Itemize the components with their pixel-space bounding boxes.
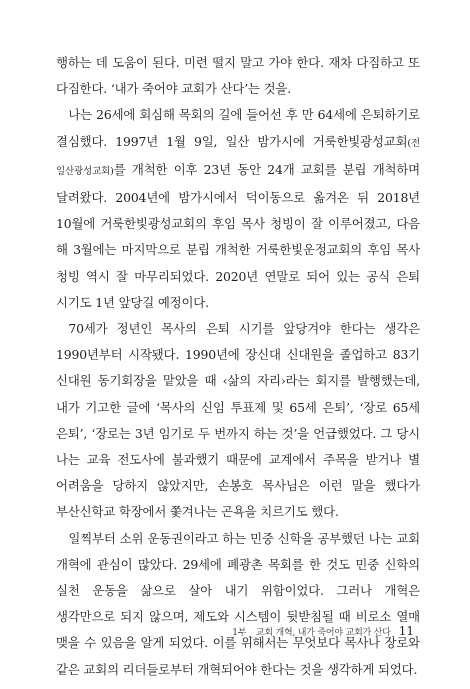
paragraph-text: 행하는 데 도움이 된다. 미련 떨지 말고 가야 한다. 재차 다짐하고 또 다짐한다. ‘내가 죽어야 교회가 산다’는 것을. <box>56 55 420 97</box>
paragraph-text: 70세가 정년인 목사의 은퇴 시기를 앞당겨야 한다는 생각은 1990년부터 시작됐다. 1990년에 장신대 신대원을 졸업하고 83기 신대원 동기회장을 맡았을 때 ‹삶의 자리›라는 회지를 발행했는데, 내가 기고한 글에 ‘목사의 신임 투표제 및 65세 은퇴’, ‘장로 65세 은퇴’, ‘장로는 3년 임기로 두 번까지 하는 것’을 언급했었다. 그 당시 나는 교육 전도사에 불과했기 때문에 교계에서 주목을 받거나 별 어려움을 당하지 않았지만, 손봉호 목사님은 이런 말을 했다가 부산신학교 학장에서 쫓겨나는 곤욕을 치르기도 했다. <box>56 321 420 520</box>
paragraph-text: 일찍부터 소위 운동권이라고 하는 민중 신학을 공부했던 나는 교회 개혁에 관심이 많았다. 29세에 폐광촌 목회를 한 것도 민중 신학의 실천 운동을 삶으로 살아 내기 위함이었다. 그러나 개혁은 생각만으로 되지 않으며, 제도와 시스템이 뒷받침될 때 비로소 열매 맺을 수 있음을 알게 되었다. 이를 위해서는 무엇보다 목사나 장로와 같은 교회의 리더들로부터 개혁되어야 한다는 것을 생각하게 되었다. <box>56 530 420 677</box>
paragraph-aside: (전 일산광성교회) <box>56 137 420 177</box>
paragraph <box>56 102 420 316</box>
running-head: 1부 _ 교회 개혁, 내가 죽어야 교회가 산다 <box>232 628 391 638</box>
paragraph <box>56 50 420 102</box>
page-number: 11 <box>398 624 414 638</box>
paragraph <box>56 526 420 683</box>
page-footer <box>232 624 414 638</box>
body-text <box>56 50 420 683</box>
paragraph-text: 를 개척한 이후 23년 동안 24개 교회를 분립 개척하며 달려왔다. 2004년에 밤가시에서 덕이동으로 옮겨온 뒤 2018년 10월에 거룩한빛광성교회의 후임 목사 청빙이 잘 이루어졌고, 다음 해 3월에는 마지막으로 분립 개척한 거룩한빛운정교회의 후임 목사 청빙 역시 잘 마무리되었다. 2020년 연말로 되어 있는 공식 은퇴 시기도 1년 앞당길 예정이다. <box>56 161 420 310</box>
paragraph <box>56 316 420 526</box>
paragraph-text: 나는 26세에 회심해 목회의 길에 들어선 후 만 64세에 은퇴하기로 결심했다. 1997년 1월 9일, 일산 밤가시에 거룩한빛광성교회 <box>56 107 420 149</box>
